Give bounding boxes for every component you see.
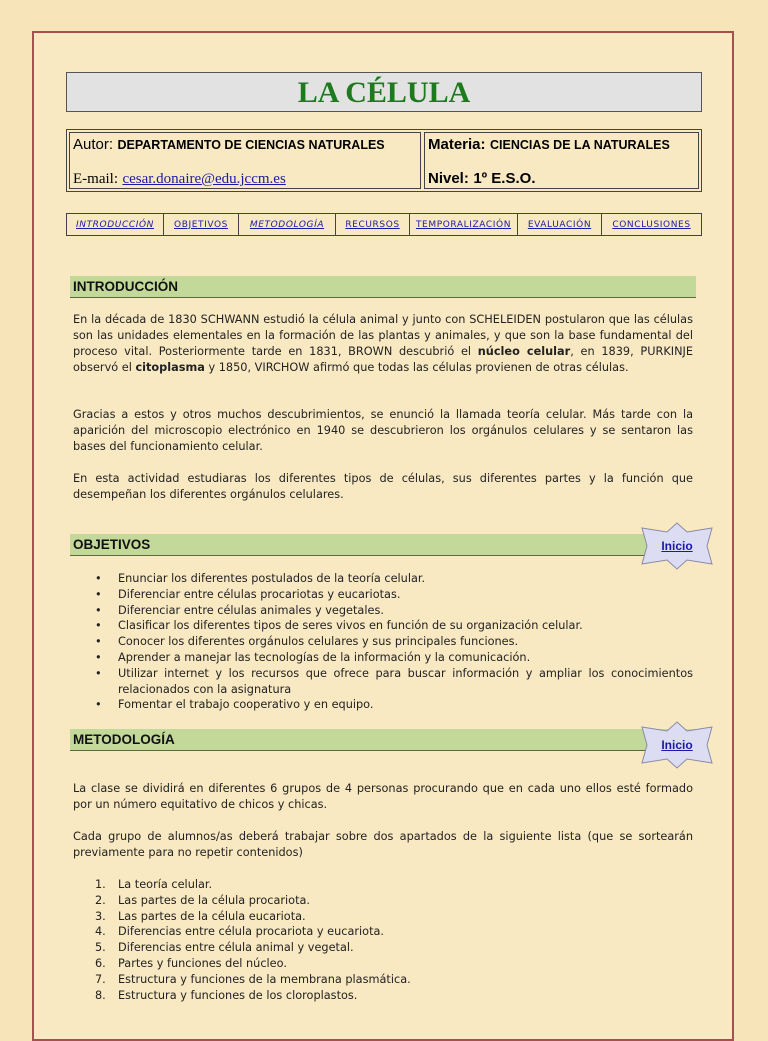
list-item bbox=[73, 893, 693, 909]
list-item bbox=[73, 587, 693, 603]
list-item bbox=[73, 666, 693, 698]
bullet-icon: • bbox=[95, 572, 102, 585]
subject-cell bbox=[424, 132, 699, 189]
list-item bbox=[73, 650, 693, 666]
list-item-text: Conocer los diferentes orgánulos celulares y sus principales funciones. bbox=[118, 635, 519, 649]
list-item-text: Utilizar internet y los recursos que ofrece para buscar información y ampliar los conocimientos relacionados con la asignatura bbox=[118, 666, 693, 696]
list-item-text: Las partes de la célula eucariota. bbox=[118, 909, 306, 923]
list-item-text: Estructura y funciones de la membrana plasmática. bbox=[118, 972, 411, 986]
objetivos-list bbox=[73, 571, 693, 713]
list-item-text: Diferencias entre célula procariota y eucariota. bbox=[118, 925, 385, 939]
list-item-text: Fomentar el trabajo cooperativo y en equipo. bbox=[118, 698, 374, 712]
list-number: 6. bbox=[95, 956, 106, 970]
level-label: Nivel: bbox=[428, 170, 469, 187]
list-item bbox=[73, 972, 693, 988]
list-item-text: Estructura y funciones de los cloroplastos. bbox=[118, 988, 358, 1002]
list-item-text: Diferencias entre célula animal y vegetal. bbox=[118, 941, 354, 955]
list-item bbox=[73, 956, 693, 972]
list-item bbox=[73, 877, 693, 893]
inicio-button-objetivos[interactable] bbox=[639, 522, 715, 570]
list-item bbox=[73, 988, 693, 1004]
section-heading-introduccion: INTRODUCCIÓN bbox=[70, 276, 696, 298]
nav-introduccion[interactable]: INTRODUCCIÓN bbox=[67, 214, 164, 235]
intro-paragraph-3: En esta actividad estudiaras los diferentes tipos de células, sus diferentes partes y la función que desempeñan los diferentes orgánulos celulares. bbox=[73, 472, 693, 501]
subject-line bbox=[428, 136, 670, 154]
list-number: 7. bbox=[95, 972, 106, 986]
list-item-text: Clasificar los diferentes tipos de seres vivos en función de su organización celular. bbox=[118, 619, 583, 633]
inicio-label: Inicio bbox=[661, 738, 693, 752]
author-line bbox=[73, 136, 385, 154]
nav-recursos[interactable]: RECURSOS bbox=[336, 214, 410, 235]
list-item bbox=[73, 924, 693, 940]
bullet-icon: • bbox=[95, 666, 102, 680]
intro-p1-text-a: En la década de 1830 SCHWANN estudió la célula animal y junto con SCHELEIDEN postularon que las células son las unidades elementales en la formación de las plantas y animales, y que son la base fundamental del proceso vital. Posteriormente tarde en 1831, BROWN descubrió el bbox=[73, 313, 693, 358]
inicio-button-metodologia[interactable] bbox=[639, 721, 715, 769]
level-value: 1º E.S.O. bbox=[473, 170, 536, 187]
list-number: 2. bbox=[95, 893, 106, 907]
list-item-text: Las partes de la célula procariota. bbox=[118, 893, 311, 907]
nav-evaluacion[interactable]: EVALUACIÓN bbox=[518, 214, 602, 235]
author-label: Autor: bbox=[73, 136, 114, 153]
author-cell bbox=[69, 132, 421, 189]
list-item bbox=[73, 603, 693, 619]
list-number: 4. bbox=[95, 925, 106, 939]
email-line bbox=[73, 170, 286, 188]
nav-conclusiones[interactable]: CONCLUSIONES bbox=[612, 219, 691, 230]
list-number: 8. bbox=[95, 988, 106, 1002]
bullet-icon: • bbox=[95, 635, 102, 649]
list-item bbox=[73, 634, 693, 650]
list-item bbox=[73, 571, 693, 587]
info-table bbox=[66, 129, 702, 192]
list-item bbox=[73, 697, 693, 713]
bullet-icon: • bbox=[95, 698, 102, 712]
email-link[interactable]: cesar.donaire@edu.jccm.es bbox=[122, 171, 286, 187]
list-number: 1. bbox=[95, 878, 106, 891]
subject-value: CIENCIAS DE LA NATURALES bbox=[489, 138, 670, 152]
level-line bbox=[428, 170, 535, 188]
section-heading-metodologia: METODOLOGÍA bbox=[70, 729, 696, 751]
metodologia-paragraph-2: Cada grupo de alumnos/as deberá trabajar sobre dos apartados de la siguiente lista (que se sortearán previamente para no repetir contenidos) bbox=[73, 830, 693, 859]
bullet-icon: • bbox=[95, 650, 102, 664]
list-item bbox=[73, 909, 693, 925]
list-item-text: Diferenciar entre células procariotas y eucariotas. bbox=[118, 587, 401, 601]
list-item-text: Diferenciar entre células animales y vegetales. bbox=[118, 603, 384, 617]
nav-temporalizacion[interactable]: TEMPORALIZACIÓN bbox=[410, 214, 518, 235]
bullet-icon: • bbox=[95, 619, 102, 633]
list-item bbox=[73, 618, 693, 634]
intro-p1-bold-citoplasma: citoplasma bbox=[135, 361, 205, 374]
intro-paragraph-1 bbox=[73, 312, 693, 376]
metodologia-list bbox=[73, 877, 693, 1003]
list-number: 3. bbox=[95, 909, 106, 923]
intro-p1-bold-nucleo: núcleo celular bbox=[477, 345, 571, 358]
bullet-icon: • bbox=[95, 603, 102, 617]
bullet-icon: • bbox=[95, 587, 102, 601]
email-label: E-mail: bbox=[73, 171, 118, 187]
section-heading-objetivos: OBJETIVOS bbox=[70, 534, 696, 556]
list-item-text: Enunciar los diferentes postulados de la teoría celular. bbox=[118, 572, 426, 585]
list-item-text: La teoría celular. bbox=[118, 878, 213, 891]
intro-paragraph-2: Gracias a estos y otros muchos descubrimientos, se enunció la llamada teoría celular. Más tarde con la aparición del microscopio electrónico en 1940 se descubrieron los orgánulos celulares y se sentaron las bases del funcionamiento celular. bbox=[73, 408, 693, 453]
inicio-label: Inicio bbox=[661, 539, 693, 553]
intro-p1-text-c: , en 1839, PURKINJE observó el bbox=[73, 345, 693, 374]
list-number: 5. bbox=[95, 941, 106, 955]
author-value: DEPARTAMENTO DE CIENCIAS NATURALES bbox=[117, 138, 385, 152]
subject-label: Materia: bbox=[428, 136, 486, 153]
list-item bbox=[73, 940, 693, 956]
nav-metodologia[interactable]: METODOLOGÍA bbox=[239, 214, 336, 235]
nav-objetivos[interactable]: OBJETIVOS bbox=[164, 214, 239, 235]
intro-p1-text-e: y 1850, VIRCHOW afirmó que todas las células provienen de otras células. bbox=[204, 361, 629, 374]
section-nav bbox=[66, 213, 702, 236]
list-item-text: Partes y funciones del núcleo. bbox=[118, 956, 287, 970]
page-title: LA CÉLULA bbox=[66, 72, 702, 112]
metodologia-paragraph-1: La clase se dividirá en diferentes 6 grupos de 4 personas procurando que en cada uno ellos esté formado por un número equitativo de chicos y chicas. bbox=[73, 782, 693, 811]
list-item-text: Aprender a manejar las tecnologías de la información y la comunicación. bbox=[118, 650, 531, 664]
